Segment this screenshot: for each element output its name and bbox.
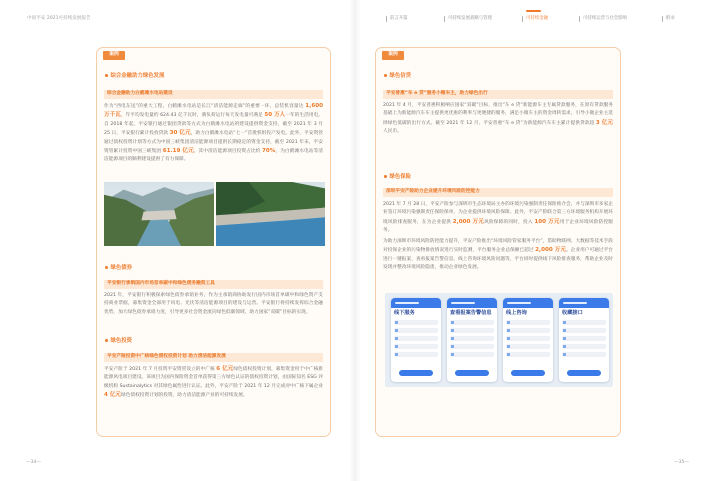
section-heading [384, 174, 411, 181]
dam-photo-right [216, 182, 325, 246]
list-icon [395, 321, 398, 324]
app-list-row [562, 352, 606, 357]
case-paragraph [104, 102, 323, 165]
case-card-left [96, 47, 331, 437]
app-list-row [506, 336, 550, 341]
body-text: 2021 年 4 月，平安普惠积极响应国家“双碳”目标，推出“车 e 贷”新能源车主专属贷款服务，在原有贷款服务基础上为新能源汽车车主提供更优惠的利率与更便捷的服务，满足小微车主的资金周转需求，引导小微企业主选择绿色低碳的出行方式。截至 2021 年 12 月，平安普惠“车 e 贷”为新能源汽车车主累计提供贷款超 [383, 103, 613, 126]
book-spine-shadow [349, 0, 361, 481]
app-list-row [450, 344, 494, 349]
bullet-dot [105, 339, 108, 342]
body-text: 一年的生活用电。自 2018 年起，平安银行通过银团贷款等方式为白鹤滩水电站的建设提供资金支持，截至 2021 年 3 月 25 日，平安银行累计投放贷款 [104, 113, 323, 137]
highlight-figure: 6 亿元 [216, 366, 234, 372]
body-text: 为助力深圳市环境风险防控能力提升，平安产险推出“环境风险管家服务平台”，借助物联网、大数据等技术手段对投保企业的污染物排放情况进行实时监测，平台服务企业总保额已超过 [383, 239, 613, 254]
app-list-row [562, 344, 606, 349]
list-icon [507, 321, 510, 324]
list-icon [395, 337, 398, 340]
body-text: ，年平均发电量约 624.43 亿千瓦时，满负荷运行每天发电量可满足 [120, 113, 265, 119]
active-nav-marker [526, 10, 541, 12]
case-tag: 案例 [382, 51, 404, 60]
app-list-row [394, 352, 438, 357]
highlight-figure: 70% [261, 148, 276, 155]
case-paragraph [383, 238, 613, 273]
list-icon [563, 337, 566, 340]
case-paragraph [383, 102, 613, 137]
highlight-figure: 3 亿元 [595, 119, 613, 126]
section-heading-text: 绿色保险 [389, 174, 412, 180]
body-text: 平安产险于 2021 年 7 月投资平安资管设立的中广核 [104, 367, 217, 372]
app-list-row [394, 344, 438, 349]
app-list-row [506, 328, 550, 333]
case-paragraph [104, 292, 323, 317]
case-paragraph [104, 365, 323, 401]
case-banner: 平安银行承销国内市场首单碳中和绿色债务融资工具 [104, 280, 323, 289]
app-screen-title: 收藏接口 [562, 310, 583, 316]
app-list-row [394, 328, 438, 333]
section-heading [105, 338, 132, 345]
body-text: 作为“西电东送”的重大工程，白鹤滩水电站是长江“清洁能源走廊”的重要一环，总装机容量达 [104, 104, 306, 109]
app-action-button [511, 370, 545, 376]
bullet-dot [105, 74, 108, 77]
list-icon [451, 321, 454, 324]
section-heading-text: 绿色投资 [110, 338, 133, 344]
app-screen-title: 线下服务 [394, 310, 415, 316]
bullet-dot [105, 266, 108, 269]
body-text: 2021 年 7 月 28 日，平安产险参与深圳市生态环境局主办的环境污染强制责任保险推介会，并与深圳市多家企业签订环境污染强制责任保险保单，为企业提供环境风险保障。此外，平安产险联合第三方环境服务机构开展环境风险排查服务，在为企业提供 [383, 202, 613, 225]
case-banner: 深圳平安产险助力企业提升环境风险防控能力 [383, 188, 613, 197]
nav-item-appendix[interactable]: 附录 [662, 16, 675, 22]
app-header-text-placeholder [451, 302, 475, 304]
app-list-row [450, 320, 494, 325]
body-text: 用于企业环境风险防控服务。 [383, 219, 613, 234]
body-text: 人民币。 [383, 129, 402, 135]
app-screen-title: 线上咨询 [506, 310, 527, 316]
body-text: 绿色债权投资计划，募集资金用于中广核新能源风电项目建设。该项目为国内保险资金首单获得第三方绿色认证的债权投资计划，由国际知名 ESG 评级机构 Sustainalytics 对其绿色属性进行认证。此外，平安产险于 2021 年 12 月完成对中广核下属企业 [104, 367, 323, 389]
nav-item-operations[interactable]: 可持续运营与社会影响 [579, 16, 627, 22]
highlight-figure: 4 亿元 [104, 392, 122, 399]
app-header-bar [559, 298, 609, 308]
list-icon [563, 329, 566, 332]
bullet-dot [384, 175, 387, 178]
app-list-row [394, 320, 438, 325]
list-icon [507, 345, 510, 348]
case-banner: 平安普惠“车 e 贷”服务小微车主，助力绿色出行 [383, 90, 613, 99]
list-icon [451, 353, 454, 356]
highlight-figure: 100 万元 [534, 218, 560, 225]
body-text: ，其中清洁能源项目投资占比约 [193, 149, 262, 155]
list-icon [395, 353, 398, 356]
app-action-button [455, 370, 489, 376]
body-text: 风险保障的同时，投入 [484, 219, 535, 225]
highlight-figure: 50 万人 [264, 112, 286, 119]
body-text: 。企业用户可通过平台进行一键报案、查看报案告警信息、线上咨询环境风险问题等，平台同时提供线下风险排查服务，帮助企业及时发现并整改环境风险隐患，推动企业绿色发展。 [383, 248, 613, 271]
list-icon [563, 345, 566, 348]
list-icon [451, 329, 454, 332]
body-text: ，助力白鹤滩水电站“七一”首批机组投产发电。此外，平安资管通过债权投资计划等方式为中国三峡集团清洁能源项目提供长期稳定的资金支持，截至 2021 年末，平安资管累计投资中国三峡集团 [104, 131, 324, 155]
case-banner: 综合金融助力白鹤滩水电站建设 [104, 90, 323, 99]
case-tag: 案例 [103, 51, 125, 60]
app-list-row [562, 336, 606, 341]
page-number: —35— [674, 460, 690, 465]
phone-screen [559, 298, 609, 382]
list-icon [507, 337, 510, 340]
list-icon [395, 345, 398, 348]
app-list-row [450, 328, 494, 333]
highlight-figure: 61.19 亿元 [162, 148, 194, 155]
highlight-figure: 1,600 万千瓦 [104, 103, 323, 119]
list-icon [507, 329, 510, 332]
phone-screen [503, 298, 553, 382]
app-list-row [506, 352, 550, 357]
app-list-row [506, 344, 550, 349]
list-icon [507, 353, 510, 356]
phone-screen [447, 298, 497, 382]
highlight-figure: 30 亿元 [169, 130, 191, 137]
section-heading-text: 综合金融助力绿色发展 [110, 73, 165, 79]
report-title: 中国平安 2021可持续发展报告 [27, 16, 91, 21]
app-action-button [399, 370, 433, 376]
body-text: 绿色债权投资计划的投资，助力清洁能源产业的可持续发展。 [121, 393, 248, 399]
app-screenshot-panel [385, 293, 613, 387]
nav-item-strategy[interactable]: 可持续发展战略与管理 [444, 16, 492, 22]
list-icon [451, 337, 454, 340]
app-header-bar [503, 298, 553, 308]
app-list-row [450, 352, 494, 357]
section-heading [105, 265, 132, 272]
app-header-bar [391, 298, 441, 308]
section-heading-text: 绿色债券 [110, 265, 133, 271]
right-page [355, 0, 710, 481]
list-icon [451, 345, 454, 348]
section-heading [105, 73, 164, 80]
dam-photo-left [104, 182, 214, 246]
app-header-bar [447, 298, 497, 308]
list-icon [395, 329, 398, 332]
list-icon [563, 321, 566, 324]
app-list-row [394, 336, 438, 341]
phone-screen [391, 298, 441, 382]
section-heading-text: 绿色信贷 [389, 73, 412, 79]
nav-item-intro[interactable]: 前言开篇 [386, 16, 408, 22]
app-header-text-placeholder [507, 302, 531, 304]
app-list-row [562, 328, 606, 333]
highlight-figure: 2,000 万元 [452, 218, 485, 225]
page-number: —34— [26, 460, 42, 465]
body-text: 2021 年，平安银行积极探索绿色债券承销业务，作为主承销商协助发行国内市场首单碳中和绿色资产支持商业票据，募集资金全部用于风电、光伏等清洁能源项目的建设与运营。平安银行将持续发挥综合金融优势，加大绿色债券承销力度，引导更多社会资金流向绿色低碳领域，助力国家“双碳”目标的实现。 [104, 293, 323, 315]
app-header-text-placeholder [563, 302, 587, 304]
highlight-figure: 2,000 万元 [535, 247, 566, 254]
app-header-text-placeholder [395, 302, 419, 304]
case-banner: 平安产险投资中广核绿色债权投资计划 助力清洁能源发展 [104, 353, 323, 362]
case-card-right [375, 47, 621, 437]
nav-item-sustainable-finance[interactable]: 可持续金融 [522, 16, 548, 22]
app-list-row [450, 336, 494, 341]
app-action-button [567, 370, 601, 376]
list-icon [563, 353, 566, 356]
bullet-dot [384, 74, 387, 77]
section-heading [384, 73, 411, 80]
app-screen-title: 查看报案告警信息 [450, 310, 492, 316]
app-list-row [562, 320, 606, 325]
case-paragraph [383, 201, 613, 236]
app-list-row [506, 320, 550, 325]
body-text: ，为白鹤滩水电站等清洁能源项目的顺利建设提供了有力保障。 [104, 149, 323, 163]
